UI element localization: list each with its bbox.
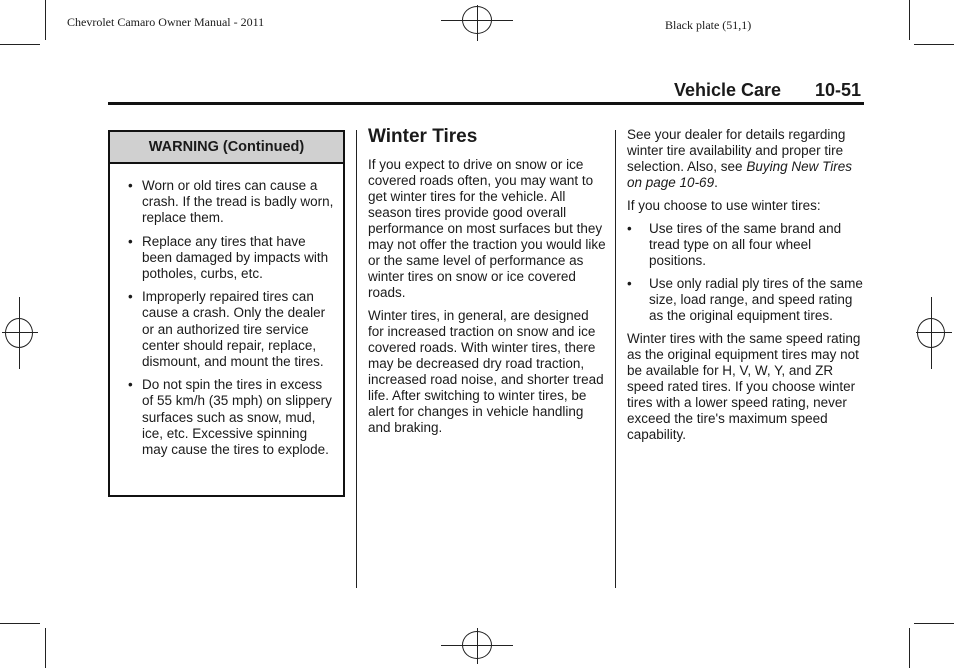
header-rule xyxy=(108,102,864,105)
warning-item: • Replace any tires that have been damaged by impacts with potholes, curbs, etc. xyxy=(142,234,335,283)
cross-reference-link[interactable]: Buying New Tires on page 10-69 xyxy=(627,159,852,190)
page-number: 10-51 xyxy=(815,80,862,100)
warning-item: • Do not spin the tires in excess of 55 km/h (35 mph) on slippery surfaces such as snow, mud, ice, etc. Excessive spinning may cause the tires to explode. xyxy=(142,377,335,458)
body-paragraph: If you expect to drive on snow or ice covered roads often, you may want to get winter tires for the vehicle. All season tires provide good overall performance on most surfaces but they may not offer the traction you would like or the same level of performance as winter tires on snow or ice covered roads. xyxy=(368,157,606,300)
running-head-plate: Black plate (51,1) xyxy=(665,18,752,32)
running-head-title: Chevrolet Camaro Owner Manual - 2011 xyxy=(67,15,265,29)
section-title: Vehicle Care xyxy=(674,80,782,100)
list-item: • Use only radial ply tires of the same size, load range, and speed rating as the original equipment tires. xyxy=(649,276,867,324)
body-paragraph: Winter tires, in general, are designed for increased traction on snow and ice covered roads. With winter tires, there may be decreased dry road traction, increased road noise, and shorter tread life. After switching to winter tires, be alert for changes in vehicle handling and braking. xyxy=(368,308,604,435)
winter-tires-section xyxy=(368,126,608,443)
warning-title: WARNING (Continued) xyxy=(110,132,343,164)
column-divider-1 xyxy=(356,130,357,588)
winter-tire-rules xyxy=(627,221,867,324)
dealer-paragraph xyxy=(627,127,867,191)
dealer-text: See your dealer for details regarding winter tire availability and proper tire selection. Also, see xyxy=(627,127,846,174)
warning-item: • Worn or old tires can cause a crash. If the tread is badly worn, replace them. xyxy=(142,178,335,227)
dealer-text-end: . xyxy=(714,175,718,190)
warning-item: • Improperly repaired tires can cause a crash. Only the dealer or an authorized tire service center should repair, replace, dismount, and mount the tires. xyxy=(142,289,335,370)
winter-tires-heading: Winter Tires xyxy=(368,126,478,147)
body-paragraph: If you choose to use winter tires: xyxy=(627,198,821,213)
column-divider-2 xyxy=(615,130,616,588)
list-item: • Use tires of the same brand and tread type on all four wheel positions. xyxy=(649,221,867,269)
column-3 xyxy=(627,127,867,450)
body-paragraph: Winter tires with the same speed rating as the original equipment tires may not be available for H, V, W, Y, and ZR speed rated tires. If you choose winter tires with a lower speed rating, never exceed the tire's maximum speed capability. xyxy=(627,331,861,442)
warning-box xyxy=(108,130,345,497)
warning-list xyxy=(110,164,343,458)
